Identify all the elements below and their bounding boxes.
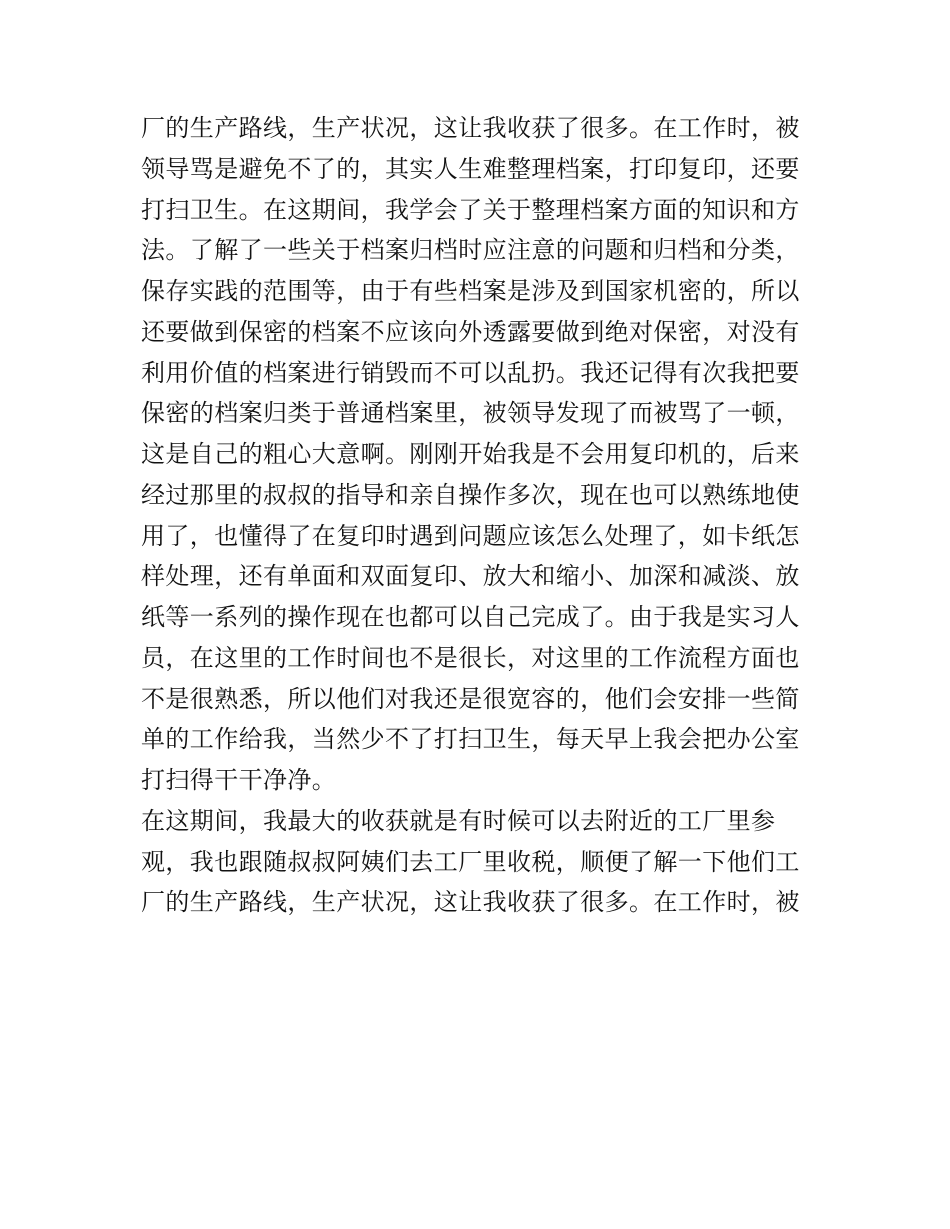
text-line: 利用价值的档案进行销毁而不可以乱扔。我还记得有次我把要 — [141, 358, 800, 387]
text-line: 在这期间，我最大的收获就是有时候可以去附近的工厂里参 — [141, 806, 776, 835]
body-text — [141, 108, 821, 923]
text-line: 打扫卫生。在这期间，我学会了关于整理档案方面的知识和方 — [141, 195, 800, 224]
text-line: 单的工作给我，当然少不了打扫卫生，每天早上我会把办公室 — [141, 725, 800, 754]
text-line: 用了，也懂得了在复印时遇到问题应该怎么处理了，如卡纸怎 — [141, 521, 800, 550]
text-line: 员，在这里的工作时间也不是很长，对这里的工作流程方面也 — [141, 643, 800, 672]
text-line: 这是自己的粗心大意啊。刚刚开始我是不会用复印机的，后来 — [141, 440, 800, 468]
text-line: 不是很熟悉，所以他们对我还是很宽容的，他们会安排一些简 — [141, 684, 800, 713]
text-line: 厂的生产路线，生产状况，这让我收获了很多。在工作时，被 — [141, 114, 800, 142]
text-line: 观，我也跟随叔叔阿姨们去工厂里收税，顺便了解一下他们工 — [141, 847, 800, 876]
text-line: 纸等一系列的操作现在也都可以自己完成了。由于我是实习人 — [141, 603, 800, 631]
text-line: 领导骂是避免不了的，其实人生难整理档案，打印复印，还要 — [141, 154, 800, 183]
text-line: 经过那里的叔叔的指导和亲自操作多次，现在也可以熟练地使 — [141, 480, 800, 509]
text-line: 保存实践的范围等，由于有些档案是涉及到国家机密的，所以 — [141, 277, 800, 305]
text-line: 打扫得干干净净。 — [141, 766, 337, 794]
text-line: 还要做到保密的档案不应该向外透露要做到绝对保密，对没有 — [141, 317, 800, 346]
text-line: 厂的生产路线，生产状况，这让我收获了很多。在工作时，被 — [141, 888, 800, 917]
text-line: 样处理，还有单面和双面复印、放大和缩小、加深和减淡、放 — [141, 562, 800, 591]
text-line: 法。了解了一些关于档案归档时应注意的问题和归档和分类， — [141, 236, 800, 265]
text-line: 保密的档案归类于普通档案里，被领导发现了而被骂了一顿， — [141, 399, 800, 428]
